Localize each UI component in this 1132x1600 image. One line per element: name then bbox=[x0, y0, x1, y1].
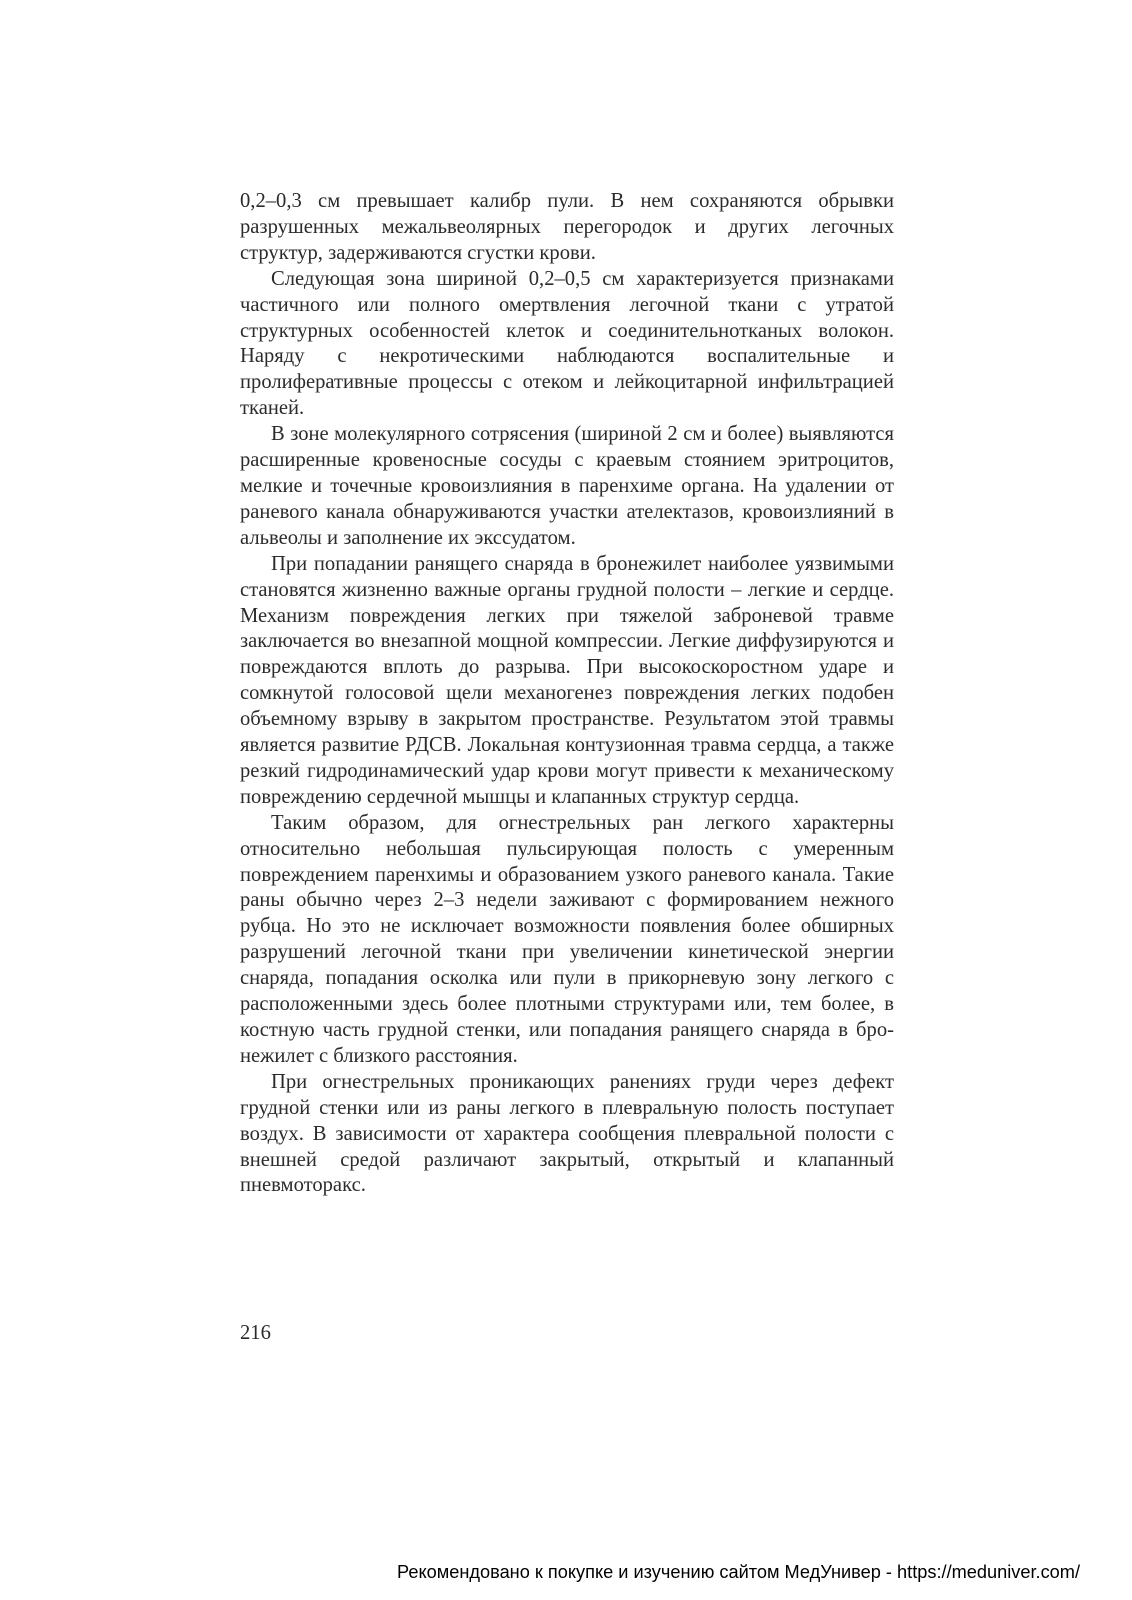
watermark-text: Рекомендовано к покупке и изучению сайтом МедУнивер - https://meduniver.com/ bbox=[397, 1562, 1080, 1582]
page-number: 216 bbox=[240, 1322, 271, 1344]
paragraph-5: Таким образом, для огнестрельных ран легкого характерны относительно небольшая пульсирующая полость с умеренным повреждением паренхимы и образованием узкого раневого канала. Такие раны обычно через 2–3 недели заживают с формированием нежного рубца. Но это не исключает возможности появления более обширных разрушений легочной ткани при увеличении кинетической энергии снаряда, попадания осколка или пули в прикорневую зону легкого с расположенными здесь более плотными структурами или, тем более, в костную часть грудной стенки, или попадания ранящего снаряда в бронежилет с близкого расстояния. bbox=[240, 811, 894, 1067]
paragraph-2: Следующая зона шириной 0,2–0,5 см характеризуется признаками частичного или полного омертвления легочной ткани с утратой структурных особенностей клеток и соединительнотканых волокон. Наряду с некротическими наблюдаются воспалительные и пролиферативные процессы с отеком и лейкоцитарной инфильтрацией тканей. bbox=[240, 267, 894, 420]
paragraph-4: При попадании ранящего снаряда в бронежилет наиболее уязвимыми становятся жизненно важные органы грудной полости – легкие и сердце. Механизм повреждения легких при тяжелой заброневой травме заключается во внезапной мощной компрессии. Легкие диффузируются и повреждаются вплоть до разрыва. При высокоскоростном ударе и сомкнутой голосовой щели механогенез повреждения легких подобен объемному взрыву в закрытом пространстве. Результатом этой травмы является развитие РДСВ. Локальная контузионная травма сердца, а также резкий гидродинамический удар крови могут привести к механическому повреждению сердечной мышцы и клапанных структур сердца. bbox=[240, 552, 894, 808]
paragraph-1: 0,2–0,3 см превышает калибр пули. В нем сохраняются обрывки разрушенных межальвеолярных перегородок и других легочных структур, задерживаются сгустки крови. bbox=[240, 190, 894, 264]
paragraph-6: При огнестрельных проникающих ранениях груди через дефект грудной стенки или из раны легкого в плевральную полость поступает воздух. В зависимости от характера сообщения плевральной полости с внешней средой различают закрытый, открытый и клапанный пневмоторакс. bbox=[240, 1070, 894, 1197]
body-text bbox=[240, 189, 894, 1199]
paragraph-3: В зоне молекулярного сотрясения (шириной 2 см и более) выявляются расширенные кровеносные сосуды с краевым стоянием эритроцитов, мелкие и точечные кровоизлияния в паренхиме органа. На удалении от раневого канала обнаруживаются участки ателектазов, кровоизлияний в альвеолы и заполнение их экссудатом. bbox=[240, 423, 894, 549]
